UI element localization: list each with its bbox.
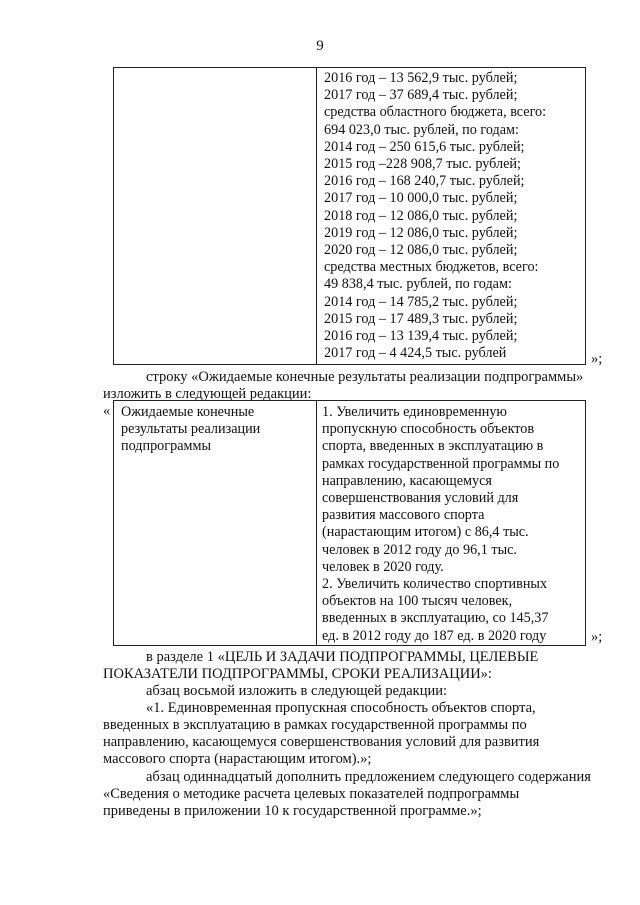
funding-line: 2016 год – 13 562,9 тыс. рублей; <box>324 70 518 86</box>
results-line: объектов на 100 тысяч человек, <box>322 593 513 610</box>
results-table-right-cell <box>322 404 580 645</box>
paragraph-line: введенных в эксплуатацию в рамках государственной программы по <box>103 717 527 733</box>
results-line: 1. Увеличить единовременную <box>322 404 508 420</box>
paragraph-line: «1. Единовременная пропускная способность объектов спорта, <box>146 700 536 716</box>
page-number: 9 <box>316 38 324 54</box>
funding-table <box>113 67 586 365</box>
funding-line: 2014 год – 250 615,6 тыс. рублей; <box>324 138 525 155</box>
paragraph-line: направлению, касающемуся совершенствования условий для развития <box>103 734 540 750</box>
results-line: развития массового спорта <box>322 507 485 524</box>
results-line: 2. Увеличить количество спортивных <box>322 576 548 593</box>
results-line: совершенствования условий для <box>322 490 519 507</box>
funding-line: 694 023,0 тыс. рублей, по годам: <box>324 121 519 138</box>
paragraph-line: строку «Ожидаемые конечные результаты реализации подпрограммы» <box>146 369 584 385</box>
funding-line: 2017 год – 37 689,4 тыс. рублей; <box>324 87 518 104</box>
results-line: человек в 2012 году до 96,1 тыс. <box>322 541 517 558</box>
funding-line: 2015 год – 17 489,3 тыс. рублей; <box>324 310 518 327</box>
results-line: ед. в 2012 году до 187 ед. в 2020 году <box>322 627 547 644</box>
opening-quote-mark: « <box>103 403 111 419</box>
results-line: введенных в эксплуатацию, со 145,37 <box>322 610 549 627</box>
closing-quote-mark: »; <box>591 351 603 367</box>
table-divider <box>316 401 317 645</box>
funding-line: 2019 год – 12 086,0 тыс. рублей; <box>324 224 518 241</box>
results-line: пропускную способность объектов <box>322 421 535 438</box>
results-line: направлению, касающемуся <box>322 472 492 489</box>
results-line: человек в 2020 году. <box>322 558 444 575</box>
results-line: (нарастающим итогом) с 86,4 тыс. <box>322 524 529 541</box>
paragraph-line: массового спорта (нарастающим итогом).»; <box>103 751 372 767</box>
funding-line: 2016 год – 168 240,7 тыс. рублей; <box>324 173 525 190</box>
paragraph-line: в разделе 1 «ЦЕЛЬ И ЗАДАЧИ ПОДПРОГРАММЫ, ЦЕЛЕВЫЕ <box>146 649 539 665</box>
funding-line: 2020 год – 12 086,0 тыс. рублей; <box>324 242 518 259</box>
funding-line: 2014 год – 14 785,2 тыс. рублей; <box>324 293 518 310</box>
funding-line: 2018 год – 12 086,0 тыс. рублей; <box>324 207 518 224</box>
closing-quote-mark: »; <box>591 629 603 645</box>
funding-line: средства областного бюджета, всего: <box>324 104 547 121</box>
funding-line: 2017 год – 10 000,0 тыс. рублей; <box>324 190 518 207</box>
results-table-left-cell: Ожидаемые конечные результаты реализации подпрограммы <box>121 404 261 455</box>
results-line: рамках государственной программы по <box>322 455 560 472</box>
funding-table-right-cell <box>324 70 584 362</box>
results-table <box>113 400 586 646</box>
funding-line: 2017 год – 4 424,5 тыс. рублей <box>324 345 507 362</box>
funding-line: 49 838,4 тыс. рублей, по годам: <box>324 276 512 293</box>
paragraph-line: абзац восьмой изложить в следующей редакции: <box>146 683 448 699</box>
results-line: спорта, введенных в эксплуатацию в <box>322 438 544 455</box>
paragraph-line: «Сведения о методике расчета целевых показателей подпрограммы <box>103 786 520 802</box>
funding-line: 2015 год –228 908,7 тыс. рублей; <box>324 156 521 173</box>
paragraph-line: абзац одиннадцатый дополнить предложением следующего содержания <box>146 769 591 785</box>
funding-line: средства местных бюджетов, всего: <box>324 259 539 276</box>
paragraph-line: изложить в следующей редакции: <box>103 386 312 402</box>
paragraph-line: приведены в приложении 10 к государственной программе.»; <box>103 803 482 819</box>
funding-table-left-cell <box>114 68 317 364</box>
funding-line: 2016 год – 13 139,4 тыс. рублей; <box>324 328 518 345</box>
paragraph-line: ПОКАЗАТЕЛИ ПОДПРОГРАММЫ, СРОКИ РЕАЛИЗАЦИИ»: <box>103 666 492 682</box>
